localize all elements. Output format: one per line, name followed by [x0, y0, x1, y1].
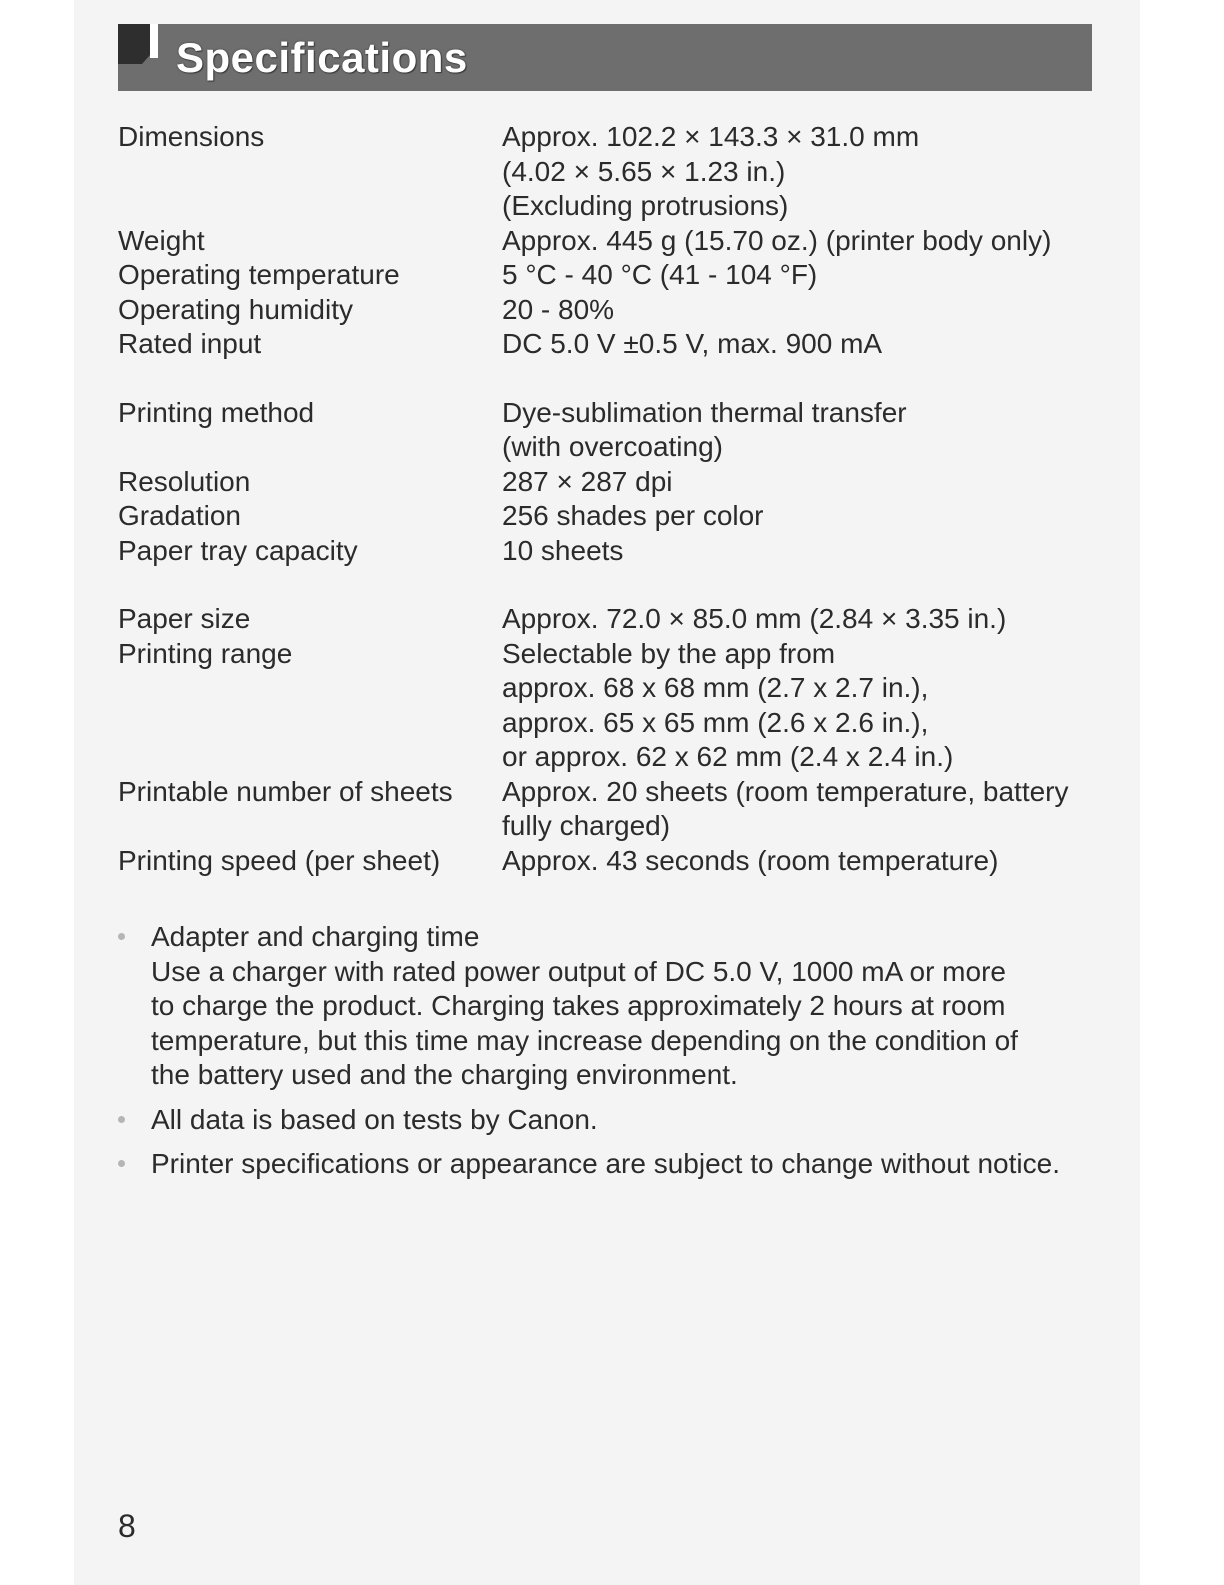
- spec-value-line: Approx. 445 g (15.70 oz.) (printer body only): [502, 224, 1052, 256]
- spec-value-line: DC 5.0 V ±0.5 V, max. 900 mA: [502, 328, 883, 359]
- spec-label: Paper size: [118, 603, 251, 634]
- spec-label: Resolution: [118, 465, 251, 497]
- spec-row-rated-input: [118, 327, 1108, 362]
- spec-value: [502, 844, 1108, 879]
- spec-value: [502, 293, 1108, 328]
- spec-label: Gradation: [118, 500, 241, 531]
- bullet-icon: [118, 1116, 125, 1123]
- spec-value-line: 5 °C - 40 °C (41 - 104 °F): [502, 259, 818, 290]
- specifications-table: [118, 120, 1108, 878]
- note-line: the battery used and the charging environment.: [151, 1059, 738, 1090]
- spec-value-line: 10 sheets: [502, 534, 624, 566]
- note-line: Adapter and charging time: [151, 921, 480, 952]
- spec-row-printing-range: [118, 637, 1108, 775]
- spec-value-line: 256 shades per color: [502, 500, 764, 531]
- spec-value-line: (4.02 × 5.65 × 1.23 in.): [502, 155, 786, 187]
- spec-label: Printing method: [118, 396, 315, 428]
- spec-row-paper-tray-capacity: [118, 534, 1108, 569]
- bullet-icon: [118, 933, 125, 940]
- spec-label: Rated input: [118, 328, 262, 359]
- spec-label: Operating humidity: [118, 293, 354, 325]
- spec-value-line: approx. 65 x 65 mm (2.6 x 2.6 in.),: [502, 706, 929, 738]
- note-line: Printer specifications or appearance are subject to change without notice.: [151, 1148, 1060, 1179]
- bullet-icon: [118, 1160, 125, 1167]
- spec-value: [502, 396, 1108, 465]
- spec-value-line: (Excluding protrusions): [502, 190, 789, 221]
- spec-row-weight: [118, 224, 1108, 259]
- spec-value: [502, 258, 1108, 293]
- note-item-change-notice: [118, 1147, 1108, 1182]
- spec-value-line: approx. 68 x 68 mm (2.7 x 2.7 in.),: [502, 672, 929, 703]
- spec-row-operating-humidity: [118, 293, 1108, 328]
- spec-row-printable-number-of-sheets: [118, 775, 1108, 844]
- spec-value-line: Approx. 102.2 × 143.3 × 31.0 mm: [502, 121, 920, 152]
- header-corner-accent: [150, 24, 158, 58]
- spec-value: [502, 775, 1108, 844]
- spec-row-printing-method: [118, 396, 1108, 465]
- spec-value-line: Dye-sublimation thermal transfer: [502, 396, 907, 428]
- spec-value: [502, 224, 1108, 259]
- spec-value-line: Approx. 20 sheets (room temperature, battery: [502, 775, 1069, 807]
- spec-label: Operating temperature: [118, 259, 400, 290]
- spec-value: [502, 534, 1108, 569]
- note-line: to charge the product. Charging takes approximately 2 hours at room: [151, 990, 1006, 1021]
- page-title: Specifications: [176, 34, 468, 81]
- spec-label: Printing range: [118, 637, 293, 669]
- spec-value-line: (with overcoating): [502, 431, 723, 462]
- spec-value-line: Selectable by the app from: [502, 637, 836, 669]
- spec-value-line: 20 - 80%: [502, 293, 615, 325]
- spec-row-dimensions: [118, 120, 1108, 224]
- spec-label: Printable number of sheets: [118, 775, 453, 807]
- spec-value: [502, 602, 1108, 637]
- spec-value: [502, 499, 1108, 534]
- spec-value: [502, 637, 1108, 775]
- note-line: Use a charger with rated power output of DC 5.0 V, 1000 mA or more: [151, 955, 1006, 987]
- page-number: 8: [118, 1508, 136, 1544]
- spec-value: [502, 465, 1108, 500]
- spec-label: Printing speed (per sheet): [118, 844, 441, 876]
- note-line: temperature, but this time may increase depending on the condition of: [151, 1024, 1018, 1056]
- notes-list: [118, 920, 1108, 1192]
- spec-value-line: Approx. 72.0 × 85.0 mm (2.84 × 3.35 in.): [502, 603, 1007, 634]
- spec-label: Paper tray capacity: [118, 534, 358, 566]
- spec-value-line: 287 × 287 dpi: [502, 465, 673, 497]
- spec-value-line: or approx. 62 x 62 mm (2.4 x 2.4 in.): [502, 741, 954, 772]
- spec-label: Weight: [118, 224, 205, 256]
- spec-value: [502, 327, 1108, 362]
- spec-row-operating-temperature: [118, 258, 1108, 293]
- spec-row-gradation: [118, 499, 1108, 534]
- spec-row-paper-size: [118, 602, 1108, 637]
- spec-row-printing-speed: [118, 844, 1108, 879]
- spec-value: [502, 120, 1108, 224]
- spec-row-resolution: [118, 465, 1108, 500]
- note-line: All data is based on tests by Canon.: [151, 1103, 598, 1135]
- note-item-data-source: [118, 1103, 1108, 1138]
- spec-value-line: Approx. 43 seconds (room temperature): [502, 844, 999, 876]
- spec-value-line: fully charged): [502, 810, 671, 841]
- note-item-charging: [118, 920, 1108, 1093]
- spec-label: Dimensions: [118, 121, 265, 152]
